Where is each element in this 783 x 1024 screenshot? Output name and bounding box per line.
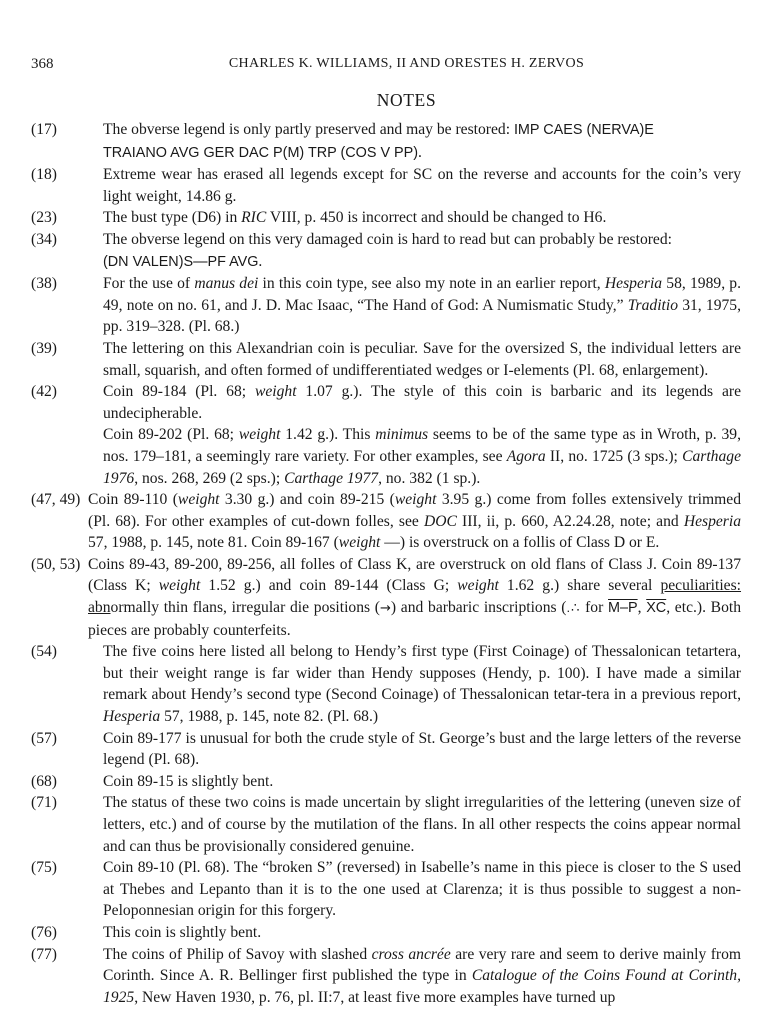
note-number: (57) xyxy=(31,729,57,747)
note-39 xyxy=(31,338,741,381)
section-title: NOTES xyxy=(376,90,437,110)
note-body: Coin 89-184 (Pl. 68; weight 1.07 g.). The style of this coin is barbaric and its legends are undecipherable. xyxy=(103,383,741,422)
note-number: (71) xyxy=(31,794,57,812)
note-body: The bust type (D6) in RIC VIII, p. 450 is incorrect and should be changed to H6. xyxy=(103,209,607,227)
right-arrow-icon: → xyxy=(380,601,391,617)
note-number: (68) xyxy=(31,772,57,790)
note-body: Coin 89-15 is slightly bent. xyxy=(103,772,274,790)
note-42 xyxy=(31,381,741,424)
note-body: Coin 89-10 (Pl. 68). The “broken S” (reversed) in Isabelle’s name in this piece is closer to the S used at Thebes and Lepanto than it is to the one used at Clarenza; it is thus possible to suggest a non-Peloponnesian origin for this forgery. xyxy=(103,859,741,920)
note-body: The lettering on this Alexandrian coin is peculiar. Save for the oversized S, the individual letters are small, squarish, and often formed of undifferentiated wedges or I-elements (Pl. 68, enlargement). xyxy=(103,339,741,379)
page-number: 368 xyxy=(31,56,54,72)
citation-ric: RIC xyxy=(241,209,267,227)
note-number: (47, 49) xyxy=(31,491,81,509)
note-76 xyxy=(31,922,741,944)
note-number: (50, 53) xyxy=(31,555,81,573)
note-body: Coin 89-110 (weight 3.30 g.) and coin 89-215 (weight 3.95 g.) come from folles extensively trimmed (Pl. 68). For other examples of cut-down folles, see DOC III, ii, p. 660, A2.24.28, note; and Hesperia 57, 1988, p. 145, note 81. Coin 89-167 (weight —) is overstruck on a follis of Class D or E. xyxy=(88,491,741,552)
note-number: (54) xyxy=(31,643,57,661)
note-57 xyxy=(31,728,741,771)
note-number: (17) xyxy=(31,121,57,138)
note-number: (18) xyxy=(31,166,57,184)
note-23 xyxy=(31,207,741,229)
note-34 xyxy=(31,229,741,273)
note-number: (77) xyxy=(31,945,57,963)
obverse-legend-line-2: TRAIANO AVG GER DAC P(M) TRP (COS V PP) xyxy=(103,144,419,161)
note-body: Coins 89-43, 89-200, 89-256, all folles of Class K, are overstruck on old flans of Class J. Coin 89-137 (Class K; weight 1.52 g.) and coin 89-144 (Class G; weight 1.62 g.) share several peculiarities: abnormally thin flans, irregular die positions (→) and barbaric inscriptions (.∴ for M–P, $\overline{XC}$, etc.). Both pieces are probably counterfeits. xyxy=(88,555,742,639)
note-body: The status of these two coins is made uncertain by slight irregularities of the lettering (uneven size of letters, etc.) and of course by the mutilation of the flans. In all other respects the coins appear normal and can thus be provisionally considered genuine. xyxy=(103,794,741,855)
obverse-legend: (DN VALEN)S—PF AVG xyxy=(103,253,259,270)
note-body: The five coins here listed all belong to Hendy’s first type (First Coinage) of Thessalonican tetartera, but their weight range is far wider than Hendy supposes (Hendy, p. 100). I have made a similar remark about Hendy’s second type (Second Coinage) of Thessalonican tetar-tera in a previous report, Hesperia 57, 1988, p. 145, note 82. (Pl. 68.) xyxy=(103,643,741,726)
note-42-paragraph-2: Coin 89-202 (Pl. 68; weight 1.42 g.). This minimus seems to be of the same type as in Wroth, p. 39, nos. 179–181, a seemingly rare variety. For other examples, see Agora II, no. 1725 (3 sps.); Carthage 1976, nos. 268, 269 (2 sps.); Carthage 1977, no. 382 (1 sp.). xyxy=(103,426,741,487)
note-body: For the use of manus dei in this coin type, see also my note in an earlier report, Hesperia 58, 1989, p. 49, note on no. 61, and J. D. Mac Isaac, “The Hand of God: A Numismatic Study,” Traditio 31, 1975, pp. 319–328. (Pl. 68.) xyxy=(103,275,741,336)
notes-list xyxy=(31,119,741,1008)
note-18 xyxy=(31,164,741,207)
note-body: Coin 89-177 is unusual for both the crude style of St. George’s bust and the large letters of the reverse legend (Pl. 68). xyxy=(103,729,741,769)
note-77 xyxy=(31,944,741,1009)
note-body: The coins of Philip of Savoy with slashed cross ancrée are very rare and seem to derive mainly from Corinth. Since A. R. Bellinger first published the type in Catalogue of the Coins Found at Corinth, 1925, New Haven 1930, p. 76, pl. II:7, at least five more examples have turned up xyxy=(103,945,742,1006)
note-body: The obverse legend is only partly preserved and may be restored: IMP CAES (NERVA)E TRAIANO AVG GER DAC P(M) TRP (COS V PP). xyxy=(103,121,654,161)
note-50-53 xyxy=(31,554,741,641)
running-head: CHARLES K. WILLIAMS, II AND ORESTES H. ZERVOS xyxy=(228,56,585,71)
note-47-49 xyxy=(31,489,741,554)
obverse-legend-line-1: IMP CAES (NERVA)E xyxy=(513,122,654,138)
note-number: (42) xyxy=(31,383,57,401)
note-17 xyxy=(31,119,741,164)
note-38 xyxy=(31,273,741,338)
note-68 xyxy=(31,771,741,793)
note-75 xyxy=(31,857,741,922)
note-number: (34) xyxy=(31,230,57,248)
note-number: (39) xyxy=(31,339,57,357)
note-54 xyxy=(31,641,741,727)
note-body: Extreme wear has erased all legends except for SC on the reverse and accounts for the coin’s very light weight, 14.86 g. xyxy=(103,166,741,205)
note-number: (23) xyxy=(31,209,57,227)
note-number: (38) xyxy=(31,275,57,293)
note-body: This coin is slightly bent. xyxy=(103,923,262,941)
dots-glyph: .∴ xyxy=(566,600,581,616)
note-body: The obverse legend on this very damaged coin is hard to read but can probably be restored: (DN VALEN)S—PF AVG. xyxy=(103,230,672,270)
note-number: (76) xyxy=(31,923,57,941)
note-number: (75) xyxy=(31,859,57,877)
note-71 xyxy=(31,792,741,857)
